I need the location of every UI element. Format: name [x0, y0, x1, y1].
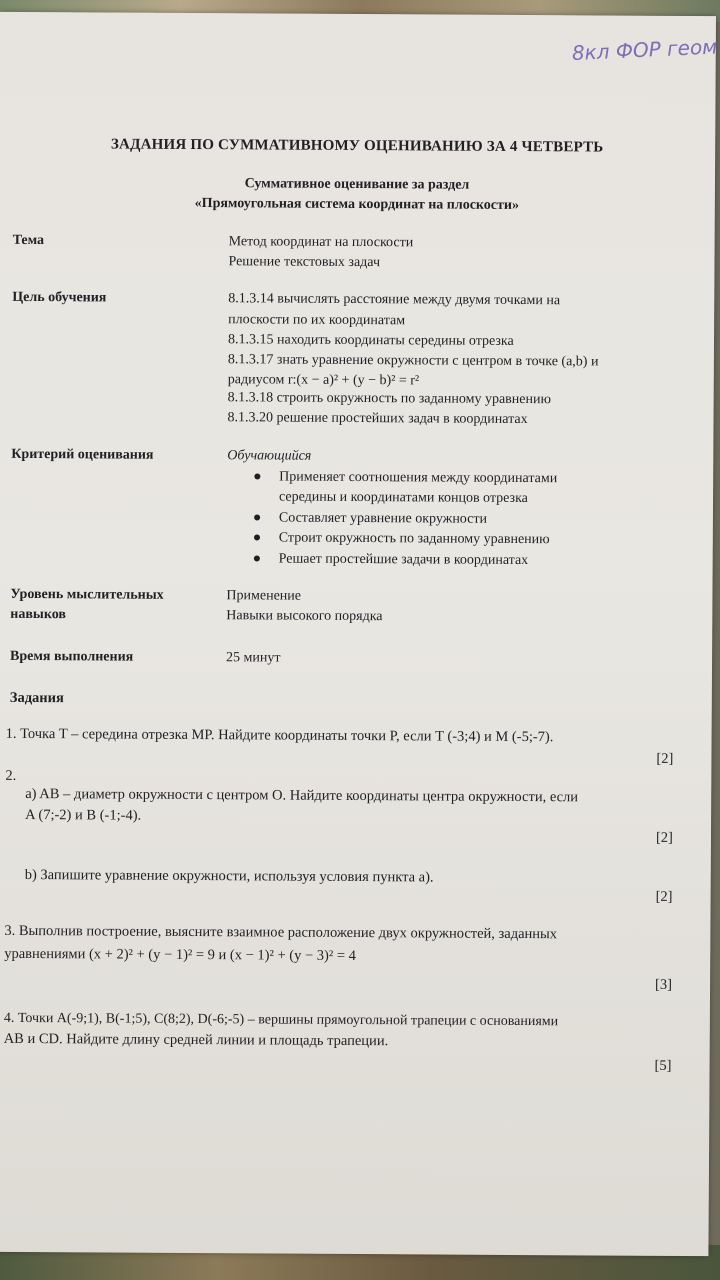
task-4-line1: 4. Точки A(-9;1), B(-1;5), C(8;2), D(-6;-5) – вершины прямоугольной трапеции с основаниями	[3, 1010, 559, 1030]
bullet-icon: ●	[252, 551, 262, 567]
goal-line-7: 8.1.3.20 решение простейших задач в координатах	[227, 410, 528, 428]
topic-value-2: Решение текстовых задач	[228, 254, 381, 271]
task-4-line2: AB и CD. Найдите длину средней линии и площадь трапеции.	[3, 1030, 389, 1050]
goal-label: Цель обучения	[12, 289, 107, 306]
goal-line-3: 8.1.3.15 находить координаты середины отрезка	[227, 332, 514, 349]
tasks-heading: Задания	[9, 689, 64, 707]
criteria-heading: Обучающийся	[227, 448, 312, 464]
criteria-bullet-1-cont: середины и координатами концов отрезка	[279, 489, 528, 507]
task-3-line2: уравнениями (x + 2)² + (y − 1)² = 9 и (x − 1)² + (y − 3)² = 4	[4, 945, 356, 965]
bullet-icon: ●	[252, 530, 262, 546]
goal-line-5: радиусом r:(x − a)² + (y − b)² = r²	[227, 372, 420, 389]
skills-label-line1: Уровень мыслительных	[10, 586, 164, 603]
goal-line-4: 8.1.3.17 знать уравнение окружности с центром в точке (a,b) и	[227, 352, 599, 370]
criteria-label: Критерий оценивания	[11, 446, 154, 463]
time-value: 25 минут	[226, 650, 281, 666]
subtitle-line2: «Прямоугольная система координат на плоскости»	[194, 196, 520, 213]
page-title: ЗАДАНИЯ ПО СУММАТИВНОМУ ОЦЕНИВАНИЮ ЗА 4 ЧЕТВЕРТЬ	[110, 136, 604, 156]
task-3-line1: 3. Выполнив построение, выясните взаимное расположение двух окружностей, заданных	[4, 922, 558, 943]
paper-sheet	[0, 12, 716, 1256]
skills-value-2: Навыки высокого порядка	[226, 608, 383, 625]
bullet-icon: ●	[252, 510, 262, 526]
skills-value-1: Применение	[226, 588, 302, 604]
task-2-number: 2.	[5, 767, 17, 784]
criteria-bullet-4: Решает простейшие задачи в координатах	[278, 551, 529, 569]
task-2b-score: [2]	[655, 888, 673, 905]
topic-label: Тема	[12, 232, 45, 249]
task-2a-score: [2]	[655, 829, 673, 846]
task-2a-line2: A (7;-2) и B (-1;-4).	[25, 806, 142, 824]
handwritten-note: 8кл ФОР геом	[571, 34, 718, 66]
topic-value-1: Метод координат на плоскости	[228, 234, 414, 251]
task-1: 1. Точка T – середина отрезка MP. Найдите координаты точки P, если T (-3;4) и M (-5;-7).	[5, 725, 554, 746]
time-label: Время выполнения	[10, 648, 134, 665]
task-3-score: [3]	[655, 976, 673, 993]
task-2b: b) Запишите уравнение окружности, используя условия пункта a).	[24, 866, 434, 886]
goal-line-1: 8.1.3.14 вычислять расстояние между двумя точками на	[228, 291, 561, 309]
skills-label-line2: навыков	[10, 606, 67, 623]
criteria-bullet-2: Составляет уравнение окружности	[278, 510, 488, 527]
task-1-score: [2]	[656, 750, 674, 767]
criteria-bullet-1: Применяет соотношения между координатами	[279, 469, 558, 487]
criteria-bullet-3: Строит окружность по заданному уравнению	[278, 530, 550, 548]
task-4-score: [5]	[654, 1057, 672, 1074]
goal-line-6: 8.1.3.18 строить окружность по заданному уравнению	[227, 390, 551, 408]
goal-line-2: плоскости по их координатам	[228, 312, 406, 329]
subtitle-line1: Суммативное оценивание за раздел	[244, 176, 470, 193]
bullet-icon: ●	[253, 469, 262, 485]
task-2a-line1: a) AB – диаметр окружности с центром O. Найдите координаты центра окружности, если	[25, 785, 579, 806]
